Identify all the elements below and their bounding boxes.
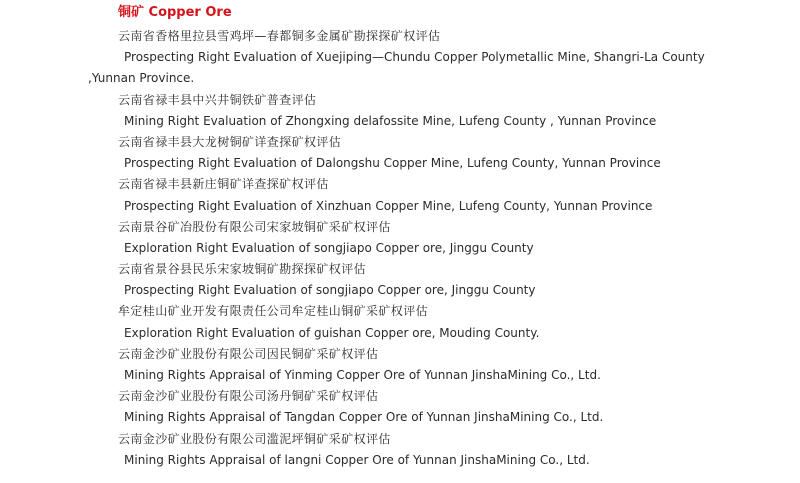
list-item [0,301,800,343]
entry-title-zh: 云南金沙矿业股份有限公司汤丹铜矿采矿权评估 [118,389,379,404]
entry-title-en: Mining Rights Appraisal of langni Copper Ore of Yunnan JinshaMining Co., Ltd. [124,452,590,467]
entry-title-en: Prospecting Right Evaluation of Xinzhuan Copper Mine, Lufeng County, Yunnan Province [124,198,653,213]
entry-title-zh: 云南省禄丰县中兴井铜铁矿普查评估 [118,92,317,107]
entry-title-en: Exploration Right Evaluation of guishan Copper ore, Mouding County. [124,325,540,340]
entry-title-zh: 牟定桂山矿业开发有限责任公司牟定桂山铜矿采矿权评估 [118,304,429,319]
entry-title-en: Prospecting Right Evaluation of songjiapo Copper ore, Jinggu County [124,283,536,298]
evaluation-list [0,26,800,471]
entry-title-zh: 云南省香格里拉县雪鸡坪—春都铜多金属矿勘探探矿权评估 [118,29,441,43]
entry-title-en: Prospecting Right Evaluation of Dalongshu Copper Mine, Lufeng County, Yunnan Province [124,156,661,171]
list-item [0,174,800,216]
list-item [0,259,800,301]
list-item [0,344,800,386]
entry-title-en: Mining Rights Appraisal of Yinming Copper Ore of Yunnan JinshaMining Co., Ltd. [124,368,601,383]
list-item [0,429,800,471]
entry-title-en-line2: ,Yunnan Province. [88,71,195,86]
entry-title-en: Mining Rights Appraisal of Tangdan Copper Ore of Yunnan JinshaMining Co., Ltd. [124,410,604,425]
entry-title-en: Mining Right Evaluation of Zhongxing delafossite Mine, Lufeng County , Yunnan Province [124,113,657,128]
entry-title-zh: 云南省禄丰县大龙树铜矿详查探矿权评估 [118,134,342,149]
entry-title-zh: 云南金沙矿业股份有限公司滥泥坪铜矿采矿权评估 [118,431,391,446]
entry-title-zh: 云南省禄丰县新庄铜矿详查探矿权评估 [118,177,329,192]
list-item [0,90,800,132]
section-title: 铜矿 Copper Ore [118,5,232,20]
entry-title-zh: 云南金沙矿业股份有限公司因民铜矿采矿权评估 [118,346,379,361]
entry-title-en: Exploration Right Evaluation of songjiapo Copper ore, Jinggu County [124,240,534,255]
entry-title-en-line1: Prospecting Right Evaluation of Xuejiping—Chundu Copper Polymetallic Mine, Shangri-La County [124,50,705,65]
list-item [0,132,800,174]
entry-title-en [0,47,800,89]
entry-title-zh: 云南景谷矿冶股份有限公司宋家坡铜矿采矿权评估 [118,219,391,234]
list-item [0,386,800,428]
list-item [0,217,800,259]
list-item [0,26,800,90]
entry-title-zh: 云南省景谷县民乐宋家坡铜矿勘探探矿权评估 [118,262,367,277]
